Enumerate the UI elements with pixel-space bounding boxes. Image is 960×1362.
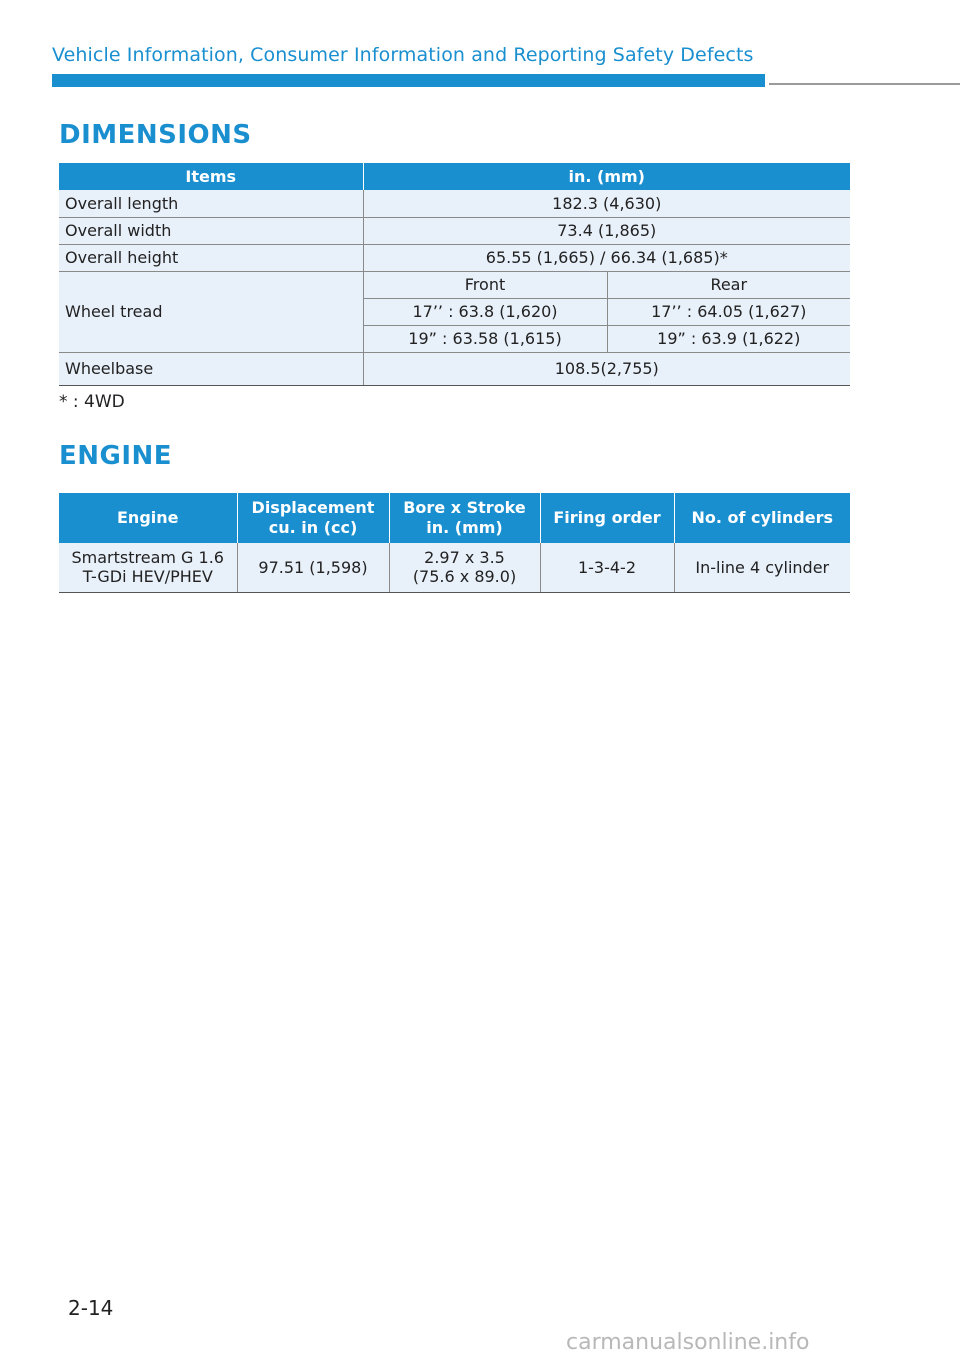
col-displacement-line2: cu. in (cc) bbox=[268, 518, 358, 537]
wheel-tread-rear-19: 19” : 63.9 (1,622) bbox=[607, 325, 850, 352]
table-row bbox=[59, 190, 850, 217]
engine-bore-line1: 2.97 x 3.5 bbox=[424, 548, 505, 568]
table-row bbox=[59, 244, 850, 271]
row-label: Overall length bbox=[59, 190, 363, 217]
engine-name-line1: Smartstream G 1.6 bbox=[71, 548, 224, 568]
page-number: 2-14 bbox=[68, 1296, 114, 1320]
col-cylinders: No. of cylinders bbox=[674, 493, 850, 543]
col-engine: Engine bbox=[59, 493, 237, 543]
table-header-row bbox=[59, 163, 850, 190]
col-displacement-line1: Displacement bbox=[251, 498, 375, 517]
row-label: Overall width bbox=[59, 217, 363, 244]
header-bar bbox=[52, 74, 765, 87]
wheel-tread-rear-header: Rear bbox=[607, 271, 850, 298]
wheel-tread-label: Wheel tread bbox=[59, 271, 363, 352]
engine-bore-line2: (75.6 x 89.0) bbox=[412, 567, 517, 587]
col-firing-order: Firing order bbox=[540, 493, 674, 543]
dimensions-title: DIMENSIONS bbox=[59, 120, 252, 150]
wheel-tread-front-19: 19” : 63.58 (1,615) bbox=[363, 325, 607, 352]
table-header-row bbox=[59, 493, 850, 543]
row-label: Overall height bbox=[59, 244, 363, 271]
wheel-tread-front-header: Front bbox=[363, 271, 607, 298]
col-value: in. (mm) bbox=[363, 163, 850, 190]
dimensions-table bbox=[59, 163, 850, 386]
table-row bbox=[59, 271, 850, 298]
row-value: 65.55 (1,665) / 66.34 (1,685)* bbox=[363, 244, 850, 271]
engine-name-line2: T-GDi HEV/PHEV bbox=[82, 567, 213, 587]
engine-displacement: 97.51 (1,598) bbox=[237, 543, 389, 592]
engine-table bbox=[59, 493, 850, 593]
engine-name bbox=[59, 543, 237, 592]
engine-bore-stroke bbox=[389, 543, 540, 592]
table-row bbox=[59, 543, 850, 592]
engine-cylinders: In-line 4 cylinder bbox=[674, 543, 850, 592]
col-displacement bbox=[237, 493, 389, 543]
col-items: Items bbox=[59, 163, 363, 190]
engine-firing-order: 1-3-4-2 bbox=[540, 543, 674, 592]
row-value: 73.4 (1,865) bbox=[363, 217, 850, 244]
wheelbase-label: Wheelbase bbox=[59, 352, 363, 385]
row-value: 182.3 (4,630) bbox=[363, 190, 850, 217]
table-row bbox=[59, 352, 850, 385]
col-bore-line2: in. (mm) bbox=[426, 518, 503, 537]
wheel-tread-rear-17: 17’’ : 64.05 (1,627) bbox=[607, 298, 850, 325]
header-title: Vehicle Information, Consumer Information and Reporting Safety Defects bbox=[52, 44, 754, 66]
table-row bbox=[59, 217, 850, 244]
wheel-tread-front-17: 17’’ : 63.8 (1,620) bbox=[363, 298, 607, 325]
col-bore-line1: Bore x Stroke bbox=[403, 498, 526, 517]
col-bore-stroke bbox=[389, 493, 540, 543]
header-rule bbox=[769, 83, 960, 85]
wheelbase-value: 108.5(2,755) bbox=[363, 352, 850, 385]
watermark: carmanualsonline.info bbox=[566, 1330, 810, 1355]
footnote: * : 4WD bbox=[59, 392, 125, 412]
engine-title: ENGINE bbox=[59, 441, 173, 471]
